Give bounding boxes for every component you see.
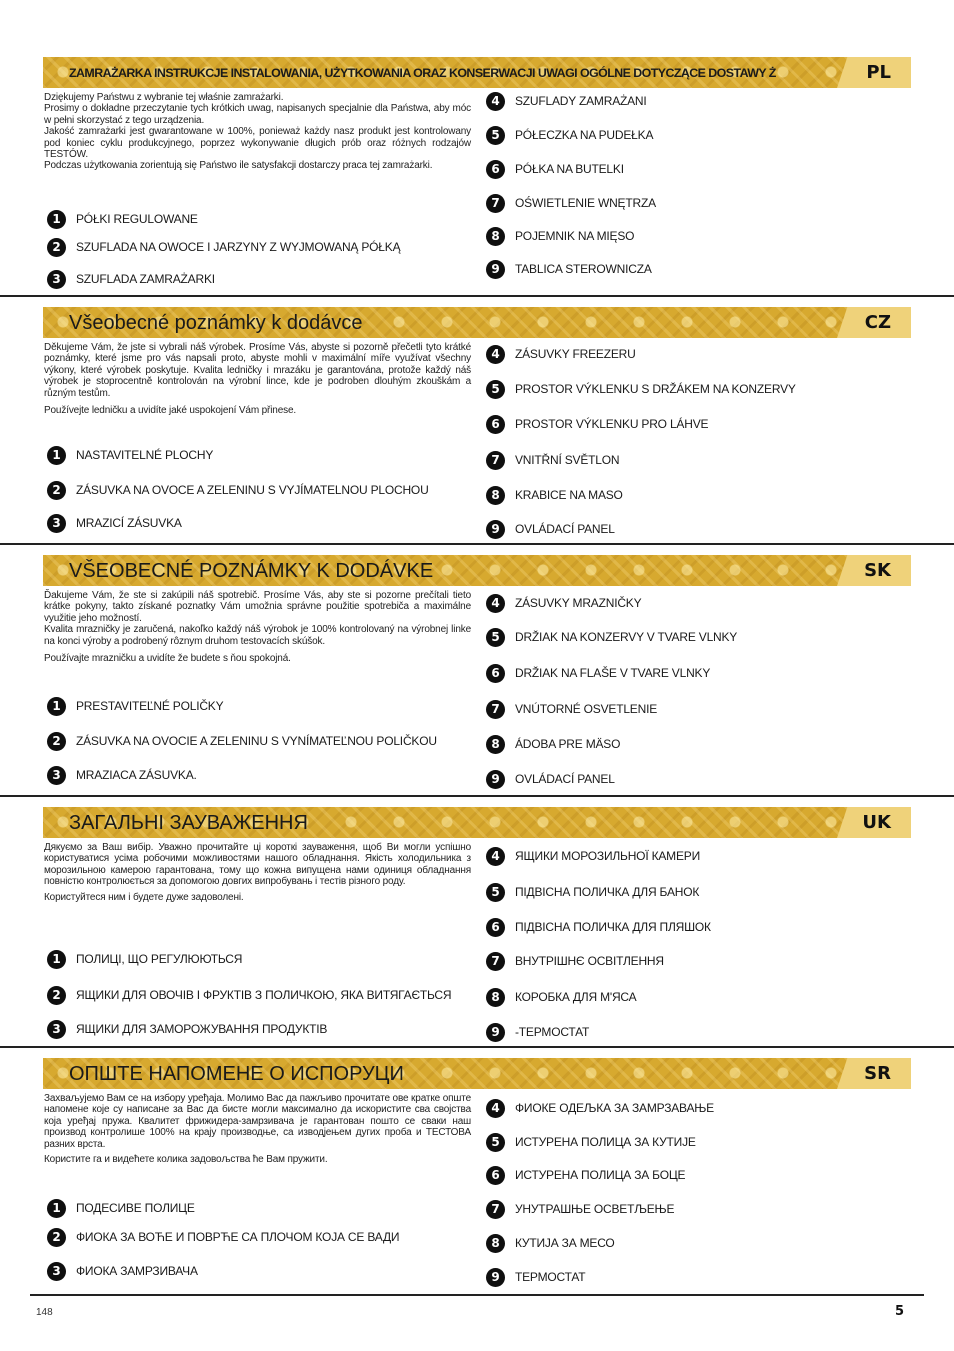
number-badge: 9 xyxy=(486,1023,505,1042)
number-badge: 4 xyxy=(486,345,505,364)
number-badge: 2 xyxy=(47,481,66,500)
section-cz xyxy=(0,295,954,545)
page-number: 148 xyxy=(36,1307,53,1318)
list-item xyxy=(47,1260,198,1282)
item-label: KRABICE NA MASO xyxy=(515,488,623,502)
number-badge: 1 xyxy=(47,1199,66,1218)
list-item xyxy=(486,343,636,365)
list-item xyxy=(486,378,796,400)
section-banner xyxy=(43,555,911,586)
list-item xyxy=(486,1131,696,1153)
item-label: ПІДВІСНА ПОЛИЧКА ДЛЯ БАНОК xyxy=(515,885,700,899)
page-mark: 5 xyxy=(895,1304,905,1319)
item-label: PÓŁKA NA BUTELKI xyxy=(515,162,624,176)
list-item xyxy=(486,1164,685,1186)
number-badge: 1 xyxy=(47,446,66,465)
item-label: КОРОБКА ДЛЯ М'ЯСА xyxy=(515,990,637,1004)
number-badge: 7 xyxy=(486,194,505,213)
number-badge: 4 xyxy=(486,847,505,866)
list-item xyxy=(486,158,624,180)
section-banner xyxy=(43,57,911,88)
number-badge: 3 xyxy=(47,270,66,289)
number-badge: 5 xyxy=(486,1133,505,1152)
section-banner xyxy=(43,807,911,838)
list-item xyxy=(47,444,213,466)
intro-text xyxy=(44,342,471,416)
list-item xyxy=(486,1232,615,1254)
intro-paragraph: Používejte ledničku a uvidíte jaké uspokojení Vám přinese. xyxy=(44,405,297,417)
item-label: ФИОКА ЗА ВОЋЕ И ПОВРЋЕ СА ПЛОЧОМ КОЈА СЕ ВАДИ xyxy=(76,1230,400,1244)
item-label: VNÚTORNÉ OSVETLENIE xyxy=(515,702,658,716)
item-label: ZÁSUVKA NA OVOCE A ZELENINU S VYJÍMATELNOU PLOCHOU xyxy=(76,483,429,497)
number-badge: 1 xyxy=(47,210,66,229)
section-title: ЗАГАЛЬНІ ЗАУВАЖЕННЯ xyxy=(69,812,308,834)
number-badge: 3 xyxy=(47,514,66,533)
number-badge: 7 xyxy=(486,952,505,971)
number-badge: 5 xyxy=(486,126,505,145)
item-label: MRAZIACA ZÁSUVKA. xyxy=(76,768,197,782)
list-item xyxy=(486,413,708,435)
list-item xyxy=(47,984,451,1006)
section-title: ОПШТЕ НАПОМЕНЕ О ИСПОРУЦИ xyxy=(69,1063,404,1085)
number-badge: 2 xyxy=(47,238,66,257)
number-badge: 8 xyxy=(486,735,505,754)
list-item xyxy=(486,698,657,720)
item-label: ИСТУРЕНА ПОЛИЦА ЗА КУТИЈЕ xyxy=(515,1135,696,1149)
item-label: SZUFLADA NA OWOCE I JARZYNY Z WYJMOWANĄ PÓŁKĄ xyxy=(76,240,401,254)
footer-rule xyxy=(30,1294,924,1296)
number-badge: 1 xyxy=(47,697,66,716)
item-label: VNITŘNÍ SVĚTLON xyxy=(515,453,620,467)
item-label: ФИОКА ЗАМРЗИВАЧА xyxy=(76,1264,198,1278)
intro-paragraph: Захваљујемо Вам се на избору уређаја. Молимо Вас да пажљиво прочитате ове кратке опште напомене које су написане за Вас да бисте могли максимално да искористите сва својства која уређај пружа. Квалитет фрижидера-замрзивача је гарантован пошто се сваки наш производ контролише 100% на крају производње, са изводјењем дугих проба и ТЕСТОВА разних врста. xyxy=(44,1093,471,1150)
item-label: ЯЩИКИ МОРОЗИЛЬНОЇ КАМЕРИ xyxy=(515,849,701,863)
list-item xyxy=(47,764,197,786)
intro-text xyxy=(44,842,471,903)
list-item xyxy=(486,768,615,790)
list-item xyxy=(47,948,242,970)
list-item xyxy=(486,258,652,280)
list-item xyxy=(486,449,619,471)
list-item xyxy=(486,592,641,614)
list-item xyxy=(486,950,664,972)
section-sk xyxy=(0,543,954,797)
item-label: OŚWIETLENIE WNĘTRZA xyxy=(515,196,656,210)
item-label: SZUFLADY ZAMRAŻANI xyxy=(515,94,647,108)
list-item xyxy=(486,986,636,1008)
list-item xyxy=(486,484,623,506)
item-label: ЯЩИКИ ДЛЯ ОВОЧІВ І ФРУКТІВ З ПОЛИЧКОЮ, ЯКА ВИТЯГАЄТЬСЯ xyxy=(76,988,452,1002)
item-label: TABLICA STEROWNICZA xyxy=(515,262,652,276)
number-badge: 7 xyxy=(486,451,505,470)
list-item xyxy=(486,225,634,247)
number-badge: 2 xyxy=(47,732,66,751)
item-label: DRŽIAK NA FLAŠE V TVARE VLNKY xyxy=(515,666,711,680)
number-badge: 5 xyxy=(486,380,505,399)
list-item xyxy=(486,90,647,112)
list-item xyxy=(47,1197,195,1219)
section-title: VŠEOBECNÉ POZNÁMKY K DODÁVKE xyxy=(69,560,434,582)
item-label: ПОДЕСИВЕ ПОЛИЦЕ xyxy=(76,1201,195,1215)
intro-paragraph: Jakość zamrażarki jest gwarantowane w 100%, ponieważ każdy nasz produkt jest kontrolowany pod koniec cyklu produkcyjnego, poprzez wykonywanie długich prób oraz różnych rodzajów TESTÓW. xyxy=(44,126,471,161)
number-badge: 8 xyxy=(486,486,505,505)
list-item xyxy=(486,626,737,648)
item-label: ÁDOBA PRE MÄSO xyxy=(515,737,621,751)
number-badge: 6 xyxy=(486,415,505,434)
list-item xyxy=(47,730,437,752)
section-uk xyxy=(0,795,954,1048)
item-label: PÓŁECZKA NA PUDEŁKA xyxy=(515,128,654,142)
intro-paragraph: Používajte mrazničku a uvidíte že budete s ňou spokojná. xyxy=(44,653,291,665)
list-item xyxy=(486,916,711,938)
item-label: ZÁSUVKA NA OVOCIE A ZELENINU S VYNÍMATEĽNOU POLIČKOU xyxy=(76,734,437,748)
number-badge: 3 xyxy=(47,1262,66,1281)
intro-paragraph: Děkujeme Vám, že jste si vybrali náš výrobek. Prosíme Vás, abyste si pozorně přečetli tyto krátké poznámky, které jsme pro vás napsali proto, abyste mohli v maximální míře využívat všechny výkony, které výrobek poskytuje. Kvalita ledničky i mrazáku je garantována, protože každý náš výrobek je stoprocentně kontrolován na výrobní lince, kde je podroben dlouhým zkouškám a různým testům. xyxy=(44,342,471,399)
item-label: ИСТУРЕНА ПОЛИЦА ЗА БОЦЕ xyxy=(515,1168,686,1182)
list-item xyxy=(486,1097,714,1119)
number-badge: 8 xyxy=(486,1234,505,1253)
item-label: PÓŁKI REGULOWANE xyxy=(76,212,198,226)
number-badge: 7 xyxy=(486,700,505,719)
list-item xyxy=(47,236,400,258)
section-banner xyxy=(43,1058,911,1089)
item-label: ПОЛИЦІ, ЩО РЕГУЛЮЮТЬСЯ xyxy=(76,952,243,966)
list-item xyxy=(47,1018,327,1040)
intro-text xyxy=(44,92,471,172)
number-badge: 3 xyxy=(47,766,66,785)
number-badge: 8 xyxy=(486,988,505,1007)
list-item xyxy=(486,1021,589,1043)
item-label: КУТИЈА ЗА МЕСО xyxy=(515,1236,615,1250)
item-label: УНУТРАШЊЕ ОСВЕТЉЕЊЕ xyxy=(515,1202,675,1216)
language-code: UK xyxy=(862,812,891,833)
item-label: PRESTAVITEĽNÉ POLIČKY xyxy=(76,699,224,713)
item-label: ФИОКЕ ОДЕЉКА ЗА ЗАМРЗАВАЊЕ xyxy=(515,1101,714,1115)
item-label: DRŽIAK NA KONZERVY V TVARE VLNKY xyxy=(515,630,738,644)
number-badge: 5 xyxy=(486,628,505,647)
item-label: ZÁSUVKY MRAZNIČKY xyxy=(515,596,642,610)
number-badge: 4 xyxy=(486,92,505,111)
list-item xyxy=(486,124,653,146)
number-badge: 4 xyxy=(486,594,505,613)
item-label: SZUFLADA ZAMRAŻARKI xyxy=(76,272,215,286)
item-label: MRAZICÍ ZÁSUVKA xyxy=(76,516,182,530)
section-pl xyxy=(0,47,954,295)
language-code: SR xyxy=(864,1063,891,1084)
number-badge: 2 xyxy=(47,986,66,1005)
number-badge: 9 xyxy=(486,520,505,539)
item-label: OVLÁDACÍ PANEL xyxy=(515,522,615,536)
intro-paragraph: Ďakujeme Vám, že ste si zakúpili náš spotrebič. Prosíme Vás, aby ste si pozorne prečítali tieto krátke pokyny, takto získané poznatky Vám umožnia správne použitie spotrebiča a maximálne využitie jeho možností. xyxy=(44,590,471,624)
list-item xyxy=(47,479,429,501)
list-item xyxy=(486,733,620,755)
intro-paragraph: Користите га и видећете колика задовољства ће Вам пружити. xyxy=(44,1154,328,1166)
number-badge: 5 xyxy=(486,883,505,902)
item-label: ZÁSUVKY FREEZERU xyxy=(515,347,636,361)
intro-paragraph: Дякуємо за Ваш вибір. Уважно прочитайте ці короткі зауваження, щоб Ви могли успішно користуватися усіма робочими можливостями нашого обладнання. Якість холодильника з морозильною камерою гарантована, тому що кожна випущена нами одиниця обладнання повністю контролюється за допомогою довгих випробувань і тестів різного роду. xyxy=(44,842,471,888)
intro-text xyxy=(44,590,471,664)
intro-paragraph: Користуйтеся ним і будете дуже задоволені. xyxy=(44,891,244,903)
list-item xyxy=(486,518,615,540)
list-item xyxy=(486,881,699,903)
number-badge: 3 xyxy=(47,1020,66,1039)
item-label: POJEMNIK NA MIĘSO xyxy=(515,229,635,243)
item-label: ВНУТРІШНЄ ОСВІТЛЕННЯ xyxy=(515,954,664,968)
intro-paragraph: Kvalita mrazničky je zaručená, nakoľko každý náš výrobok je 100% kontrolovaný na výrobnej linke na konci výroby a podrobený rôznym druhom testovacích skúšok. xyxy=(44,624,471,647)
number-badge: 6 xyxy=(486,1166,505,1185)
section-title: ZAMRAŻARKA INSTRUKCJE INSTALOWANIA, UŻYTKOWANIA ORAZ KONSERWACJI UWAGI OGÓLNE DOTYCZĄCE DOSTAWY Ż xyxy=(69,66,776,80)
item-label: ЯЩИКИ ДЛЯ ЗАМОРОЖУВАННЯ ПРОДУКТІВ xyxy=(76,1022,328,1036)
number-badge: 9 xyxy=(486,260,505,279)
number-badge: 7 xyxy=(486,1200,505,1219)
list-item xyxy=(486,845,700,867)
intro-paragraph: Prosimy o dokładne przeczytanie tych krótkich uwag, napisanych specjalnie dla Państwa, aby móc w pełni skorzystać z tego urządzenia. xyxy=(44,103,471,126)
intro-paragraph: Podczas użytkowania zorientują się Państwo ile satysfakcji dostarczy praca tej zamrażarki. xyxy=(44,160,433,172)
number-badge: 9 xyxy=(486,1268,505,1287)
list-item xyxy=(47,1226,399,1248)
number-badge: 6 xyxy=(486,160,505,179)
list-item xyxy=(486,1266,585,1288)
list-item xyxy=(47,695,223,717)
number-badge: 6 xyxy=(486,664,505,683)
section-sr xyxy=(0,1046,954,1296)
list-item xyxy=(47,208,198,230)
item-label: OVLÁDACÍ PANEL xyxy=(515,772,615,786)
list-item xyxy=(47,268,215,290)
number-badge: 6 xyxy=(486,918,505,937)
list-item xyxy=(47,512,182,534)
list-item xyxy=(486,1198,674,1220)
language-code: CZ xyxy=(864,312,891,333)
item-label: ТЕРМОСТАТ xyxy=(515,1270,586,1284)
number-badge: 8 xyxy=(486,227,505,246)
intro-text xyxy=(44,1093,471,1165)
item-label: ПІДВІСНА ПОЛИЧКА ДЛЯ ПЛЯШОК xyxy=(515,920,711,934)
item-label: PROSTOR VÝKLENKU S DRŽÁKEM NA KONZERVY xyxy=(515,382,796,396)
language-code: SK xyxy=(864,560,891,581)
item-label: PROSTOR VÝKLENKU PRO LÁHVE xyxy=(515,417,709,431)
list-item xyxy=(486,192,656,214)
item-label: -ТЕРМОСТАТ xyxy=(515,1025,590,1039)
number-badge: 2 xyxy=(47,1228,66,1247)
section-title: Všeobecné poznámky k dodávce xyxy=(69,312,363,334)
language-code: PL xyxy=(866,62,891,83)
number-badge: 4 xyxy=(486,1099,505,1118)
number-badge: 9 xyxy=(486,770,505,789)
intro-paragraph: Dziękujemy Państwu z wybranie tej właśnie zamrażarki. xyxy=(44,92,284,103)
number-badge: 1 xyxy=(47,950,66,969)
item-label: NASTAVITELNÉ PLOCHY xyxy=(76,448,214,462)
list-item xyxy=(486,662,710,684)
section-banner xyxy=(43,307,911,338)
